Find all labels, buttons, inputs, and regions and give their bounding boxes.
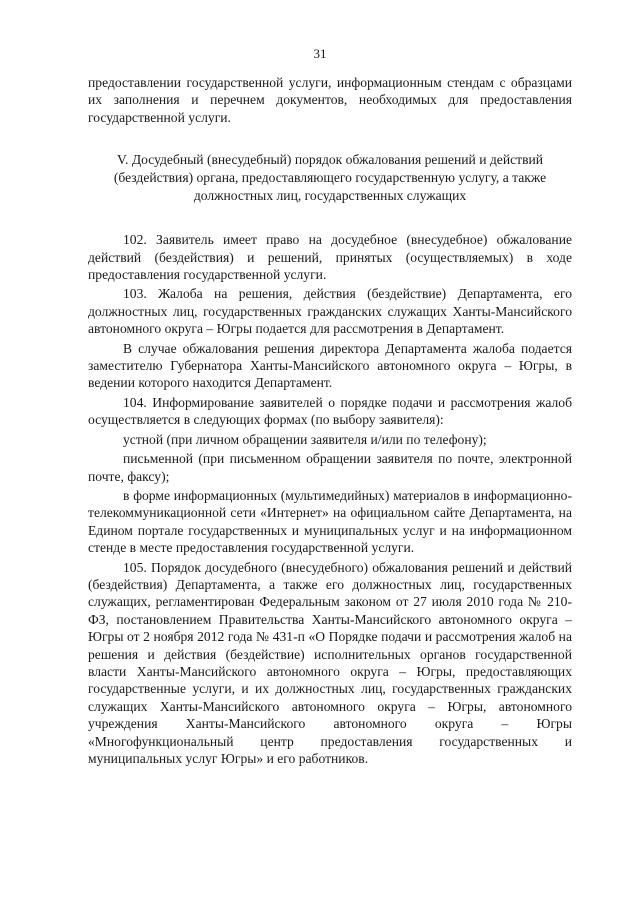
paragraph-104-oral: устной (при личном обращении заявителя и/или по телефону); bbox=[123, 431, 487, 447]
document-body bbox=[88, 74, 572, 767]
page-number: 31 bbox=[313, 46, 327, 61]
paragraph-103: 103. Жалоба на решения, действия (бездействие) Департамента, его должностных лиц, государственных гражданских служащих Ханты-Мансийского автономного округа – Югры подается для рассмотрения в Департамент. bbox=[88, 286, 572, 337]
paragraph-104-written: письменной (при письменном обращении заявителя по почте, электронной почте, факсу); bbox=[88, 451, 572, 484]
paragraph-105: 105. Порядок досудебного (внесудебного) обжалования решений и действий (бездействия) Департамента, а также его должностных лиц, государственных служащих, регламентирован Федеральным законом от 27 июля 2010 года № 210-ФЗ, постановлением Правительства Ханты-Мансийского автономного округа – Югры от 2 ноября 2012 года № 431-п «О Порядке подачи и рассмотрения жалоб на решения и действия (бездействие) исполнительных органов государственной власти Ханты-Мансийского автономного округа – Югры, предоставляющих государственные услуги, и их должностных лиц, государственных гражданских служащих Ханты-Мансийского автономного округа – Югры, автономного учреждения Ханты-Мансийского автономного округа – Югры «Многофункциональный центр предоставления государственных и муниципальных услуг Югры» и его работников. bbox=[88, 559, 572, 766]
paragraph-102: 102. Заявитель имеет право на досудебное (внесудебное) обжалование действий (бездействия) и решений, принятых (осуществляемых) в ходе предоставления государственной услуги. bbox=[88, 232, 572, 283]
paragraph-continuation: предоставлении государственной услуги, информационным стендам с образцами их заполнения и перечнем документов, необходимых для предоставления государственной услуги. bbox=[88, 75, 572, 125]
paragraph-103-appeal: В случае обжалования решения директора Департамента жалоба подается заместителю Губернатора Ханты-Мансийского автономного округа – Югры, в ведении которого находится Департамент. bbox=[88, 340, 572, 391]
paragraph-104-internet: в форме информационных (мультимедийных) материалов в информационно-телекоммуникационной сети «Интернет» на официальном сайте Департамента, на Едином портале государственных и муниципальных услуг и на информационном стенде в месте предоставления государственной услуги. bbox=[88, 487, 572, 556]
section-heading: V. Досудебный (внесудебный) порядок обжалования решений и действий (бездействия) органа, предоставляющего государственную услугу, а также должностных лиц, государственных служащих bbox=[113, 152, 547, 204]
paragraph-104: 104. Информирование заявителей о порядке подачи и рассмотрения жалоб осуществляется в следующих формах (по выбору заявителя): bbox=[88, 394, 572, 428]
